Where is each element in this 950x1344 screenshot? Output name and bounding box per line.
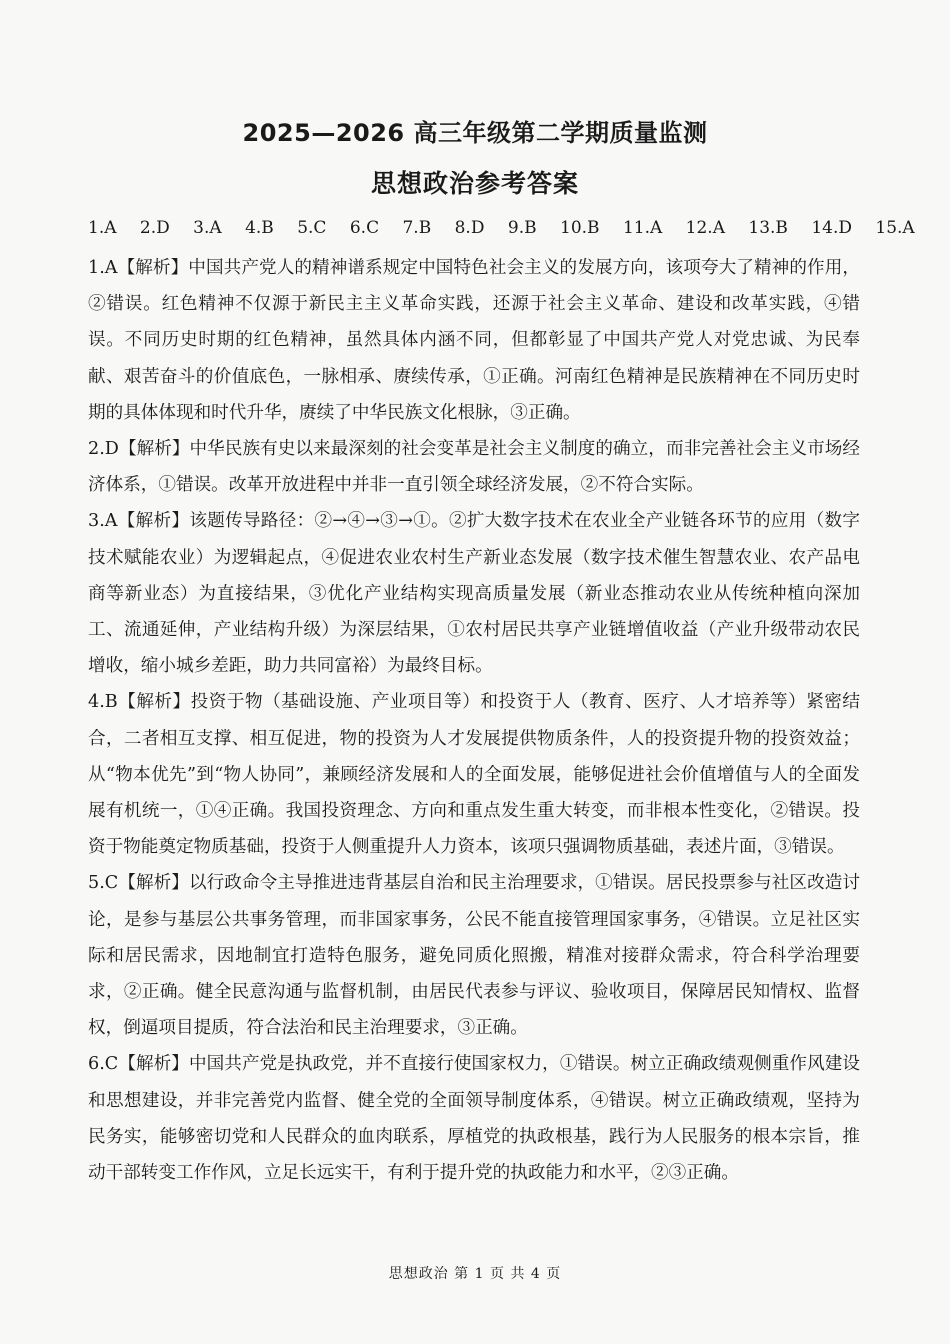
explanation-label: 1.A【解析】 — [88, 258, 189, 278]
explanation-label: 4.B【解析】 — [88, 692, 191, 713]
explanation-text: 该题传导路径：②→④→③→①。②扩大数字技术在农业全产业链各环节的应用（数字技术赋能农业）为逻辑起点，④促进农业农村生产新业态发展（数字技术催生智慧农业、农产品电商等新业态）为直接结果，③优化产业结构实现高质量发展（新业态推动农业从传统种植向深加工、流通延伸，产业结构升级）为深层结果，①农村居民共享产业链增值收益（产业升级带动农民增收，缩小城乡差距，助力共同富裕）为最终目标。 — [88, 511, 860, 677]
answer-item: 11.A — [622, 218, 663, 238]
explanation-label: 5.C【解析】 — [88, 873, 189, 894]
answer-item: 15.A — [875, 218, 915, 238]
explanation-4 — [88, 684, 860, 865]
explanation-text: 以行政命令主导推进违背基层自治和民主治理要求，①错误。居民投票参与社区改造讨论，是参与基层公共事务管理，而非国家事务，公民不能直接管理国家事务，④错误。立足社区实际和居民需求，因地制宜打造特色服务，避免同质化照搬，精准对接群众需求，符合科学治理要求，②正确。健全民意沟通与监督机制，由居民代表参与评议、验收项目，保障居民知情权、监督权，倒逼项目提质，符合法治和民主治理要求，③正确。 — [88, 873, 860, 1039]
explanation-2 — [88, 431, 860, 503]
page-title: 2025—2026 高三年级第二学期质量监测 — [242, 119, 708, 147]
answer-item: 10.B — [560, 218, 600, 238]
explanation-label: 6.C【解析】 — [88, 1054, 189, 1075]
answer-item: 5.C — [297, 218, 327, 238]
explanations-body — [88, 250, 860, 1191]
answer-item: 14.D — [811, 218, 852, 238]
explanation-text: 投资于物（基础设施、产业项目等）和投资于人（教育、医疗、人才培养等）紧密结合，二者相互支撑、相互促进，物的投资为人才发展提供物质条件，人的投资提升物的投资效益；从“物本优先”到“物人协同”，兼顾经济发展和人的全面发展，能够促进社会价值增值与人的全面发展有机统一，①④正确。我国投资理念、方向和重点发生重大转变，而非根本性变化，②错误。投资于物能奠定物质基础，投资于人侧重提升人力资本，该项只强调物质基础，表述片面，③错误。 — [88, 692, 860, 858]
answer-item: 9.B — [507, 218, 537, 238]
answer-item: 2.D — [139, 218, 170, 238]
answer-item: 6.C — [349, 218, 380, 238]
answer-key-row — [88, 218, 933, 238]
answer-item: 1.A — [88, 218, 117, 238]
answer-item: 4.B — [245, 218, 274, 238]
explanation-text: 中华民族有史以来最深刻的社会变革是社会主义制度的确立，而非完善社会主义市场经济体系，①错误。改革开放进程中并非一直引领全球经济发展，②不符合实际。 — [88, 439, 860, 496]
explanation-1 — [88, 250, 860, 431]
explanation-label: 2.D【解析】 — [88, 439, 190, 460]
answer-item: 8.D — [454, 218, 485, 238]
explanation-text: 中国共产党是执政党，并不直接行使国家权力，①错误。树立正确政绩观侧重作风建设和思想建设，并非完善党内监督、健全党的全面领导制度体系，④错误。树立正确政绩观，坚持为民务实，能够密切党和人民群众的血肉联系，厚植党的执政根基，践行为人民服务的根本宗旨，推动干部转变工作作风，立足长远实干，有利于提升党的执政能力和水平，②③正确。 — [88, 1054, 860, 1184]
explanation-5 — [88, 865, 860, 1046]
explanation-text: 中国共产党人的精神谱系规定中国特色社会主义的发展方向，该项夸大了精神的作用，②错误。红色精神不仅源于新民主主义革命实践，还源于社会主义革命、建设和改革实践，④错误。不同历史时期的红色精神，虽然具体内涵不同，但都彰显了中国共产党人对党忠诚、为民奉献、艰苦奋斗的价值底色，一脉相承、赓续传承，①正确。河南红色精神是民族精神在不同历史时期的具体体现和时代升华，赓续了中华民族文化根脉，③正确。 — [88, 258, 860, 423]
answer-item: 13.B — [748, 218, 788, 238]
answer-item: 3.A — [193, 218, 222, 238]
page-footer: 思想政治 第 1 页 共 4 页 — [388, 1266, 562, 1282]
answer-item: 12.A — [685, 218, 725, 238]
page-subtitle: 思想政治参考答案 — [370, 169, 579, 198]
explanation-3 — [88, 503, 860, 684]
explanation-label: 3.A【解析】 — [88, 511, 190, 532]
answer-item: 7.B — [402, 218, 432, 238]
explanation-6 — [88, 1046, 860, 1191]
